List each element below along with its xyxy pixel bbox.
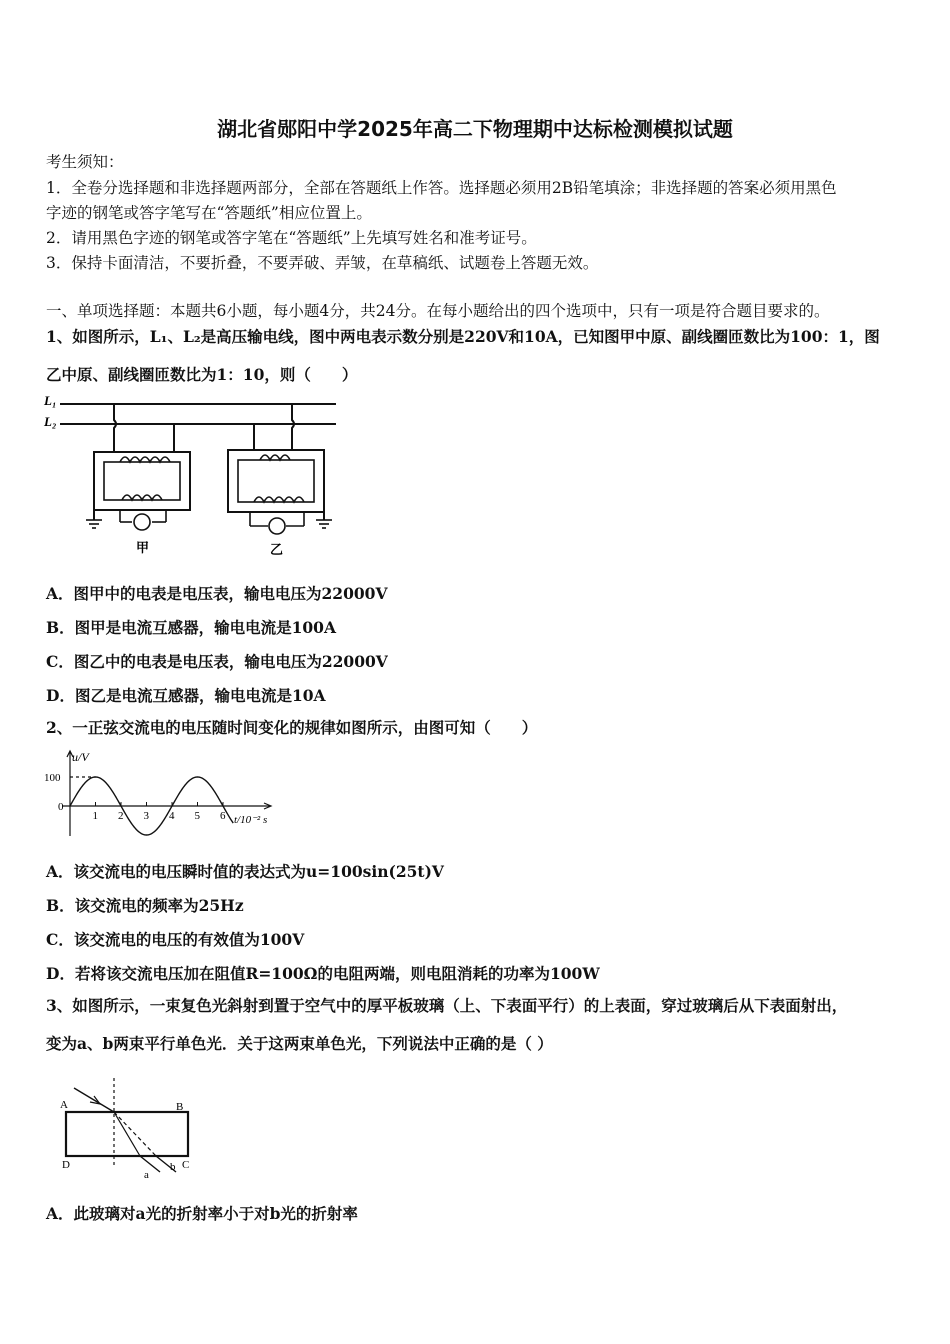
x-tick-label: 2 <box>118 810 124 822</box>
q3-stem-line2: 变为a、b两束平行单色光．关于这两束单色光，下列说法中正确的是（ ） <box>46 1034 553 1053</box>
q1-stem-line1: 1、如图所示，L₁、L₂是高压输电线，图中两电表示数分别是220V和10A，已知图甲中原、副线圈匝数比为100：1，图 <box>46 327 880 346</box>
corner-b: B <box>176 1101 184 1113</box>
notice-item-2: 2．请用黑色字迹的钢笔或答字笔在“答题纸”上先填写姓名和准考证号。 <box>46 229 537 247</box>
q2-sine-chart <box>40 748 300 840</box>
corner-d: D <box>62 1159 70 1171</box>
notice-item-3: 3．保持卡面清洁，不要折叠，不要弄破、弄皱，在草稿纸、试题卷上答题无效。 <box>46 254 599 272</box>
q3-stem-line1: 3、如图所示，一束复色光斜射到置于空气中的厚平板玻璃（上、下表面平行）的上表面，穿过玻璃后从下表面射出， <box>46 996 848 1015</box>
q2-stem: 2、一正弦交流电的电压随时间变化的规律如图所示，由图可知（ ） <box>46 718 538 737</box>
y-axis-label: u/V <box>72 750 89 764</box>
q1-transformer-figure <box>40 390 350 560</box>
page-title: 湖北省郧阳中学2025年高二下物理期中达标检测模拟试题 <box>217 117 733 141</box>
q1-stem-line2: 乙中原、副线圈匝数比为1：10，则（ ） <box>46 365 358 384</box>
q1-option-a: A．图甲中的电表是电压表，输电电压为22000V <box>46 584 388 603</box>
q1-option-b: B．图甲是电流互感器，输电电流是100A <box>46 618 336 637</box>
notice-heading: 考生须知： <box>46 153 124 171</box>
beam-label-a: a <box>144 1169 149 1180</box>
label-yi: 乙 <box>270 542 284 557</box>
corner-a: A <box>60 1099 68 1111</box>
y-tick-0: 0 <box>58 801 64 813</box>
q3-option-a: A．此玻璃对a光的折射率小于对b光的折射率 <box>46 1204 358 1223</box>
x-axis-label: t/10⁻² s <box>234 814 268 826</box>
notice-item-1-cont: 字迹的钢笔或答字笔写在“答题纸”相应位置上。 <box>46 204 372 222</box>
x-tick-label: 3 <box>143 810 149 822</box>
q2-option-d: D．若将该交流电压加在阻值R=100Ω的电阻两端，则电阻消耗的功率为100W <box>46 964 600 983</box>
x-tick-label: 5 <box>194 810 200 822</box>
section-heading: 一、单项选择题：本题共6小题，每小题4分，共24分。在每小题给出的四个选项中，只有一项是符合题目要求的。 <box>46 302 830 320</box>
notice-item-1: 1．全卷分选择题和非选择题两部分，全部在答题纸上作答。选择题必须用2B铅笔填涂；非选择题的答案必须用黑色 <box>46 179 837 197</box>
q3-glass-slab-figure <box>56 1074 206 1180</box>
q1-option-c: C．图乙中的电表是电压表，输电电压为22000V <box>46 652 388 671</box>
x-tick-label: 1 <box>92 810 98 822</box>
beam-label-b: b <box>170 1161 176 1173</box>
x-tick-label: 4 <box>169 810 175 822</box>
q2-option-c: C．该交流电的电压的有效值为100V <box>46 930 305 949</box>
q2-option-a: A．该交流电的电压瞬时值的表达式为u=100sin(25t)V <box>46 862 444 881</box>
q2-option-b: B．该交流电的频率为25Hz <box>46 896 244 915</box>
label-l2: L₂ <box>44 414 57 429</box>
x-tick-label: 6 <box>220 810 226 822</box>
label-l1: L₁ <box>44 393 57 408</box>
label-jia: 甲 <box>136 540 150 555</box>
q1-option-d: D．图乙是电流互感器，输电电流是10A <box>46 686 326 705</box>
ray-a <box>140 1156 160 1172</box>
incident-ray <box>74 1088 114 1112</box>
y-tick-100: 100 <box>44 772 61 784</box>
corner-c: C <box>182 1159 190 1171</box>
